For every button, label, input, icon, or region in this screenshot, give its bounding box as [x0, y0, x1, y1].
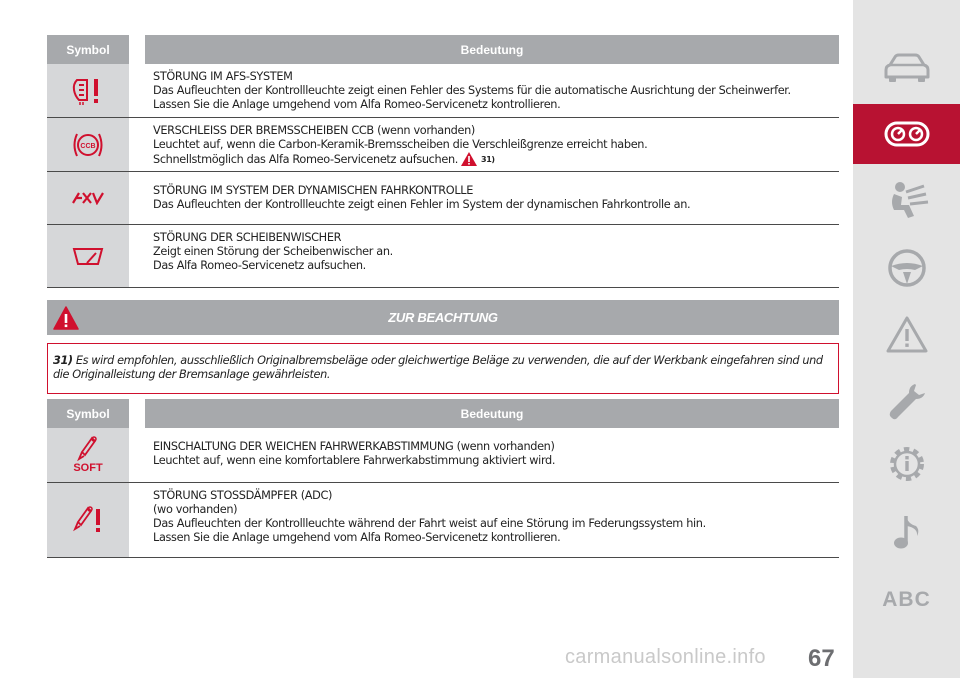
symbol-cell	[47, 225, 129, 287]
soft-suspension-icon	[68, 435, 108, 475]
row-line: Leuchtet auf, wenn die Carbon-Keramik-Bremsscheiben die Verschleißgrenze erreicht haben.	[153, 138, 648, 151]
note-header	[47, 300, 839, 335]
dashboard-gauges-icon	[884, 121, 930, 147]
info-gear-icon	[885, 442, 929, 486]
ccb-icon-text: CCB	[80, 142, 96, 150]
note-text	[48, 344, 838, 382]
row-title: VERSCHLEISS DER BREMSSCHEIBEN CCB (wenn vorhanden)	[153, 124, 475, 137]
page-number: 67	[808, 645, 835, 672]
description	[129, 483, 839, 557]
wrench-icon	[885, 380, 929, 424]
sidebar-item-multimedia[interactable]	[853, 502, 960, 562]
row-title: STÖRUNG IM AFS-SYSTEM	[153, 70, 293, 83]
steering-wheel-icon	[887, 248, 927, 288]
note-box	[47, 343, 839, 394]
description	[129, 428, 839, 482]
sidebar-item-index[interactable]	[853, 570, 960, 630]
warning-icon	[461, 152, 477, 166]
row-title: STÖRUNG STOSSDÄMPFER (ADC)	[153, 489, 333, 502]
sidebar-item-safety[interactable]	[853, 170, 960, 230]
table-row	[47, 225, 839, 288]
sidebar-item-maintenance[interactable]	[853, 372, 960, 432]
row-line: Schnellstmöglich das Alfa Romeo-Servicenetz aufsuchen.	[153, 153, 458, 166]
note-line: die Originalleistung der Bremsanlage gewährleisten.	[53, 368, 331, 381]
table-row	[47, 64, 839, 118]
page-content	[47, 399, 839, 558]
table-row	[47, 118, 839, 172]
abc-icon: ABC	[882, 588, 931, 611]
table-row	[47, 428, 839, 483]
sidebar-item-warnings[interactable]	[853, 305, 960, 365]
table-header	[47, 399, 839, 428]
row-line: (wo vorhanden)	[153, 503, 238, 516]
wiper-icon	[72, 246, 104, 266]
column-symbol: Symbol	[47, 35, 145, 64]
row-title: EINSCHALTUNG DER WEICHEN FAHRWERKABSTIMMUNG (wenn vorhanden)	[153, 440, 555, 453]
note-ref: 31)	[53, 354, 73, 367]
row-line: Zeigt einen Störung der Scheibenwischer an.	[153, 245, 393, 258]
symbol-cell	[47, 428, 129, 482]
chapter-sidebar	[853, 0, 960, 678]
column-meaning: Bedeutung	[460, 406, 524, 421]
row-line: Leuchtet auf, wenn eine komfortablere Fahrwerkabstimmung aktiviert wird.	[153, 454, 556, 467]
row-title: STÖRUNG DER SCHEIBENWISCHER	[153, 231, 342, 244]
description	[129, 118, 839, 171]
symbol-cell	[47, 172, 129, 224]
table-header	[47, 35, 839, 64]
sidebar-item-car[interactable]	[853, 38, 960, 98]
page-content	[47, 35, 839, 288]
sidebar-item-driving[interactable]	[853, 238, 960, 298]
description	[129, 64, 839, 117]
car-icon	[884, 53, 930, 83]
row-line: Lassen Sie die Anlage umgehend vom Alfa Romeo-Servicenetz kontrollieren.	[153, 98, 561, 111]
watermark: carmanualsonline.info	[565, 646, 766, 668]
sidebar-item-dashboard[interactable]	[853, 104, 960, 164]
symbol-cell	[47, 483, 129, 557]
shock-absorber-warning-icon	[70, 505, 106, 535]
row-line: Das Alfa Romeo-Servicenetz aufsuchen.	[153, 259, 366, 272]
row-line: Das Aufleuchten der Kontrollleuchte zeigt einen Fehler des Systems für die automatische Ausrichtung der Scheinwerfer.	[153, 84, 791, 97]
row-line: Das Aufleuchten der Kontrollleuchte während der Fahrt weist auf eine Störung im Federungssystem hin.	[153, 517, 706, 530]
column-symbol: Symbol	[47, 399, 145, 428]
row-line: Das Aufleuchten der Kontrollleuchte zeigt einen Fehler im System der dynamischen Fahrkontrolle an.	[153, 198, 691, 211]
row-line-with-ref	[153, 152, 839, 167]
seat-airbag-icon	[884, 180, 930, 220]
description	[129, 172, 839, 224]
note-title: ZUR BEACHTUNG	[388, 310, 498, 325]
column-meaning: Bedeutung	[460, 42, 524, 57]
description	[129, 225, 839, 287]
table-row	[47, 483, 839, 558]
symbol-cell	[47, 64, 129, 117]
row-line: Lassen Sie die Anlage umgehend vom Alfa Romeo-Servicenetz kontrollieren.	[153, 531, 561, 544]
warning-triangle-icon	[885, 315, 929, 355]
dynamic-control-icon	[71, 191, 105, 205]
row-title: STÖRUNG IM SYSTEM DER DYNAMISCHEN FAHRKONTROLLE	[153, 184, 473, 197]
table-row	[47, 172, 839, 225]
footnote-ref[interactable]: 31)	[481, 155, 495, 164]
afs-headlight-warning-icon	[71, 76, 105, 106]
symbol-cell	[47, 118, 129, 171]
ccb-brake-disc-icon	[71, 131, 105, 159]
sidebar-item-technical[interactable]	[853, 434, 960, 494]
soft-icon-text: SOFT	[73, 462, 103, 474]
note-line: Es wird empfohlen, ausschließlich Originalbremsbeläge oder gleichwertige Beläge zu verwenden, die auf der Werkbank eingefahren sind und	[75, 354, 823, 367]
music-note-icon	[890, 512, 924, 552]
